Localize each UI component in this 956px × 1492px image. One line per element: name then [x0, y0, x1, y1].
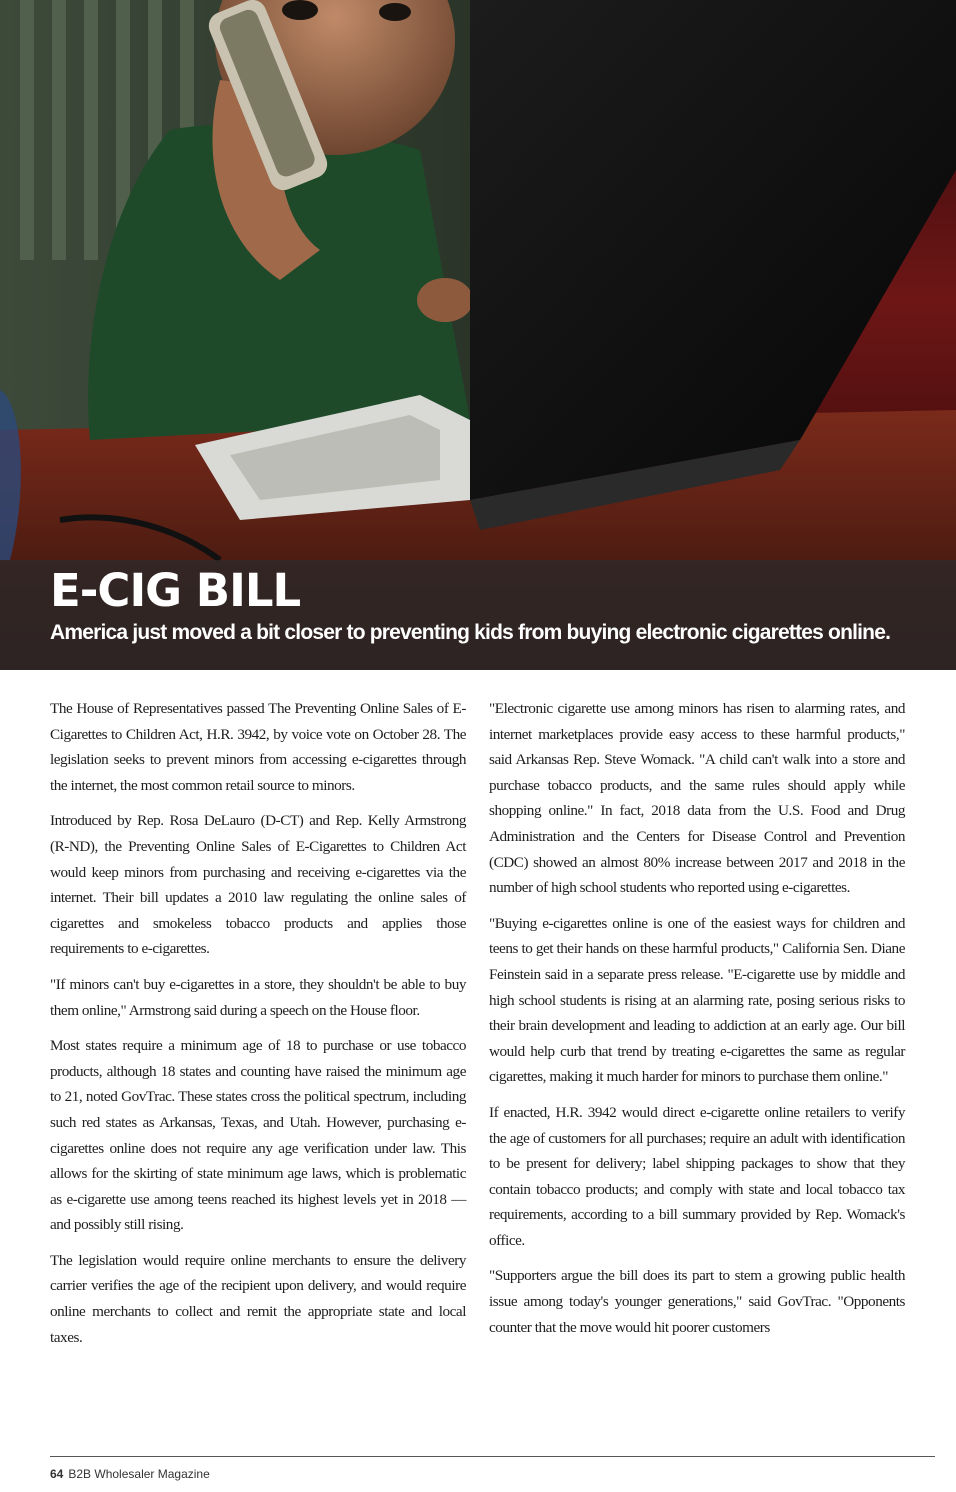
article-right-column: [489, 696, 905, 1350]
paragraph: The legislation would require online merchants to ensure the delivery carrier verifies the age of the recipient upon delivery, and would require online merchants to collect and remit the appropriate state and local taxes.: [50, 1251, 466, 1346]
paragraph: The House of Representatives passed The Preventing Online Sales of E-Cigarettes to Children Act, H.R. 3942, by voice vote on October 28. The legislation seeks to prevent minors from accessing e-cigarettes through the internet, the most common retail source to minors.: [50, 700, 466, 794]
paragraph: "If minors can't buy e-cigarettes in a store, they shouldn't be able to buy them online," Armstrong said during a speech on the House floor.: [50, 975, 466, 1019]
article-subtitle: America just moved a bit closer to preventing kids from buying electronic cigarettes online.: [50, 621, 891, 644]
footer-rule: [50, 1456, 935, 1457]
paragraph: Most states require a minimum age of 18 to purchase or use tobacco products, although 18 states and counting have raised the minimum age to 21, noted GovTrac. These states cross the political spectrum, including such red states as Arkansas, Texas, and Utah. However, purchasing e-cigarettes online does not require any age verification under law. This allows for the skirting of state minimum age laws, which is problematic as e-cigarette use among teens reached its highest levels yet in 2018 — and possibly still rising.: [50, 1037, 466, 1234]
article-title: E-CIG BILL: [50, 564, 301, 617]
paragraph: If enacted, H.R. 3942 would direct e-cigarette online retailers to verify the age of customers for all purchases; require an adult with identification to be present for delivery; label shipping packages to show that they contain tobacco products; and comply with state and local tobacco tax requirements, according to a bill summary provided by Rep. Womack's office.: [489, 1103, 905, 1249]
page-footer: [50, 1467, 210, 1481]
paragraph: "Supporters argue the bill does its part to stem a growing public health issue among today's younger generations," said GovTrac. "Opponents counter that the move would hit poorer customers: [489, 1267, 905, 1336]
article-left-column: [50, 696, 466, 1360]
paragraph: "Buying e-cigarettes online is one of the easiest ways for children and teens to get their hands on these harmful products," California Sen. Diane Feinstein said in a separate press release. "E-cigarette use by middle and high school students is rising at an alarming rate, posing serious risks to their brain development and leading to addiction at an early age. Our bill would help curb that trend by treating e-cigarettes the same as regular cigarettes, making it much harder for minors to purchase them online.": [489, 914, 905, 1086]
paragraph: Introduced by Rep. Rosa DeLauro (D-CT) and Rep. Kelly Armstrong (R-ND), the Preventing Online Sales of E-Cigarettes to Children Act would keep minors from purchasing and receiving e-cigarettes via the internet. Their bill updates a 2010 law regulating the online sales of cigarettes and smokeless tobacco products and applies those requirements to e-cigarettes.: [50, 812, 466, 958]
page-number: 64: [50, 1467, 64, 1481]
paragraph: "Electronic cigarette use among minors has risen to alarming rates, and internet marketplaces provide easy access to these harmful products," said Arkansas Rep. Steve Womack. "A child can't walk into a store and purchase tobacco products, and the same rules should apply while shopping online." In fact, 2018 data from the U.S. Food and Drug Administration and the Centers for Disease Control and Prevention (CDC) showed an almost 80% increase between 2017 and 2018 in the number of high school students who reported using e-cigarettes.: [489, 700, 905, 897]
publication-name: B2B Wholesaler Magazine: [68, 1467, 210, 1481]
